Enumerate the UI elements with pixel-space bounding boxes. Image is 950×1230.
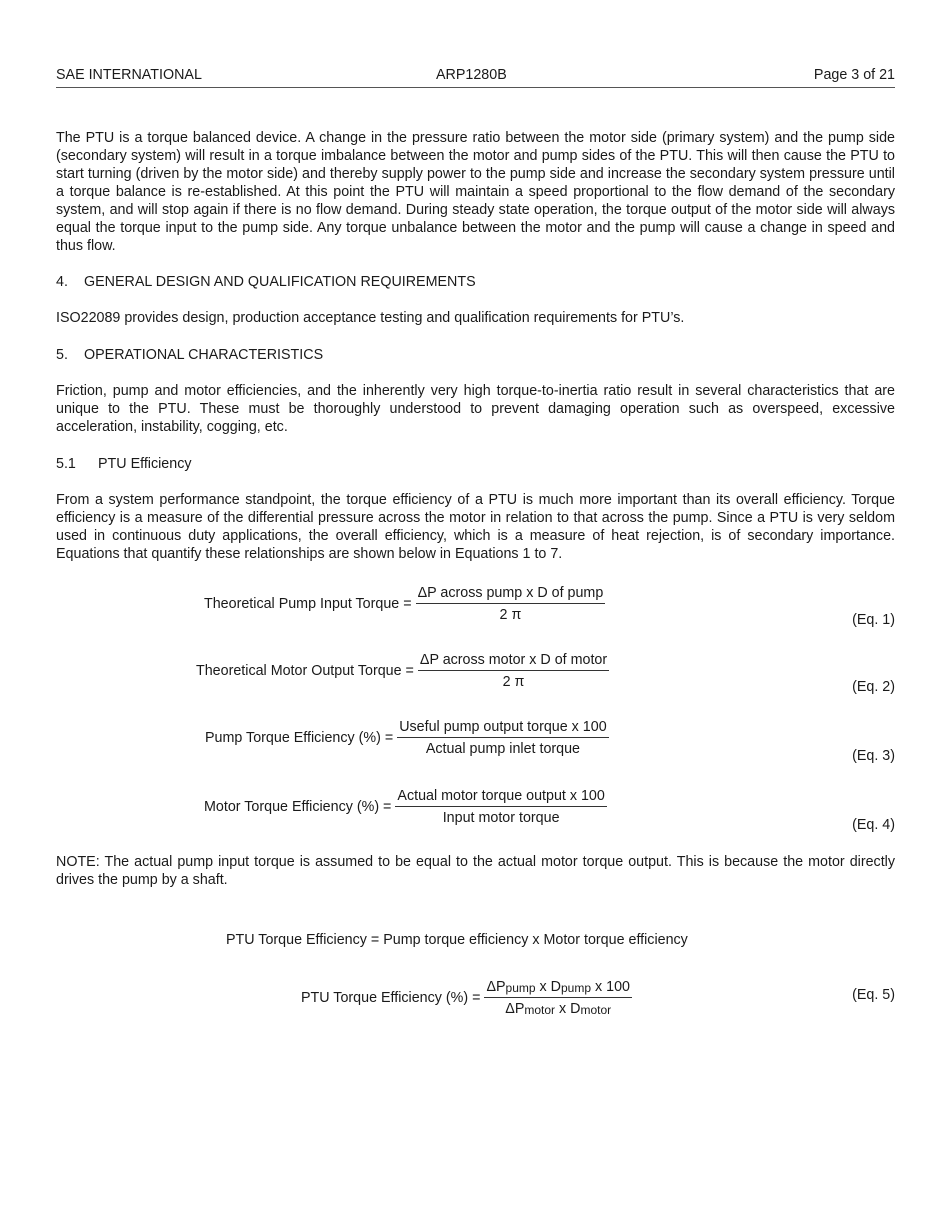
eq3-lhs: Pump Torque Efficiency (%) =: [205, 730, 394, 746]
eq4-label: (Eq. 4): [852, 817, 895, 833]
eq4-fraction: [395, 788, 606, 826]
section-5-number: 5.: [56, 347, 68, 363]
eq3-denominator: Actual pump inlet torque: [425, 741, 581, 757]
section-5-1-heading: [56, 455, 192, 473]
section-5-title: OPERATIONAL CHARACTERISTICS: [84, 347, 324, 363]
eq4-denominator: Input motor torque: [442, 810, 560, 826]
section-5-1-number: 5.1: [56, 456, 76, 472]
equation-2: [196, 652, 609, 690]
eq1-denominator: 2 π: [499, 607, 522, 623]
eq4-numerator: Actual motor torque output x 100: [395, 788, 606, 807]
equation-4: [204, 788, 607, 826]
page-header: [56, 67, 895, 88]
eq2-fraction: [418, 652, 609, 690]
eq5-numerator: [484, 979, 632, 998]
eq5-den-dp-sub: motor: [524, 1003, 556, 1017]
eq5-lhs: PTU Torque Efficiency (%) =: [301, 990, 481, 1006]
ptu-efficiency-line: PTU Torque Efficiency = Pump torque efficiency x Motor torque efficiency: [226, 932, 688, 948]
eq5-fraction: [484, 979, 632, 1017]
section-5-1-body: From a system performance standpoint, the torque efficiency of a PTU is much more important than its overall efficiency. Torque efficiency is a measure of the differential pressure across the motor in relation to that across the pump. Since a PTU is very seldom used in continuous duty applications, the overall efficiency, which is a measure of heat rejection, is of secondary importance. Equations that quantify these relationships are shown below in Equations 1 to 7.: [56, 492, 895, 562]
eq1-numerator: ΔP across pump x D of pump: [416, 585, 606, 604]
eq4-lhs: Motor Torque Efficiency (%) =: [204, 799, 392, 815]
eq5-num-d-sub: pump: [561, 981, 592, 995]
eq2-label: (Eq. 2): [852, 679, 895, 695]
eq5-den-delta-p: ΔP: [505, 1001, 525, 1017]
equation-3: [205, 719, 609, 757]
eq1-label: (Eq. 1): [852, 612, 895, 628]
eq1-lhs: Theoretical Pump Input Torque =: [204, 596, 412, 612]
section-4-heading: [56, 273, 476, 291]
eq3-label: (Eq. 3): [852, 748, 895, 764]
eq5-num-dp-sub: pump: [505, 981, 536, 995]
header-org: SAE INTERNATIONAL: [56, 67, 202, 83]
eq5-den-x-d: x D: [555, 1001, 581, 1017]
section-4-body: ISO22089 provides design, production acceptance testing and qualification requirements for PTU’s.: [56, 310, 685, 326]
equation-1: [204, 585, 605, 623]
eq5-den-d-sub: motor: [580, 1003, 612, 1017]
section-5-heading: [56, 346, 323, 364]
note-paragraph: NOTE: The actual pump input torque is assumed to be equal to the actual motor torque output. This is because the motor directly drives the pump by a shaft.: [56, 854, 895, 888]
header-doc-id: ARP1280B: [436, 67, 507, 83]
section-5-body: Friction, pump and motor efficiencies, and the inherently very high torque-to-inertia ratio result in several characteristics that are unique to the PTU. These must be thoroughly understood to prevent damaging operation such as overspeed, excessive acceleration, instability, cogging, etc.: [56, 383, 895, 435]
eq5-num-x-d: x D: [535, 979, 561, 995]
eq2-numerator: ΔP across motor x D of motor: [418, 652, 609, 671]
eq5-num-tail: x 100: [591, 979, 630, 995]
section-5-1-title: PTU Efficiency: [98, 456, 192, 472]
ptu-efficiency-relation: [226, 932, 688, 948]
section-4-number: 4.: [56, 274, 68, 290]
eq5-num-delta-p: ΔP: [486, 979, 506, 995]
equation-5: [301, 979, 632, 1017]
eq1-fraction: [416, 585, 606, 623]
eq5-denominator: [505, 998, 611, 1017]
intro-paragraph: The PTU is a torque balanced device. A change in the pressure ratio between the motor side (primary system) and the pump side (secondary system) will result in a torque imbalance between the motor and pump sides of the PTU. This will then cause the PTU to start turning (driven by the motor side) and thereby supply power to the pump side and increase the secondary system pressure until a torque balance is re-established. At this point the PTU will maintain a speed proportional to the flow demand of the secondary system, and will stop again if there is no flow demand. During steady state operation, the torque output of the motor side will always equal the torque input to the pump side. Any torque unbalance between the motor and the pump will cause a change in speed and thus flow.: [56, 130, 895, 254]
section-4-title: GENERAL DESIGN AND QUALIFICATION REQUIREMENTS: [84, 274, 476, 290]
header-page-number: Page 3 of 21: [813, 67, 895, 83]
eq3-numerator: Useful pump output torque x 100: [397, 719, 608, 738]
eq2-denominator: 2 π: [502, 674, 525, 690]
eq2-lhs: Theoretical Motor Output Torque =: [196, 663, 414, 679]
eq3-fraction: [397, 719, 608, 757]
eq5-label: (Eq. 5): [852, 987, 895, 1003]
